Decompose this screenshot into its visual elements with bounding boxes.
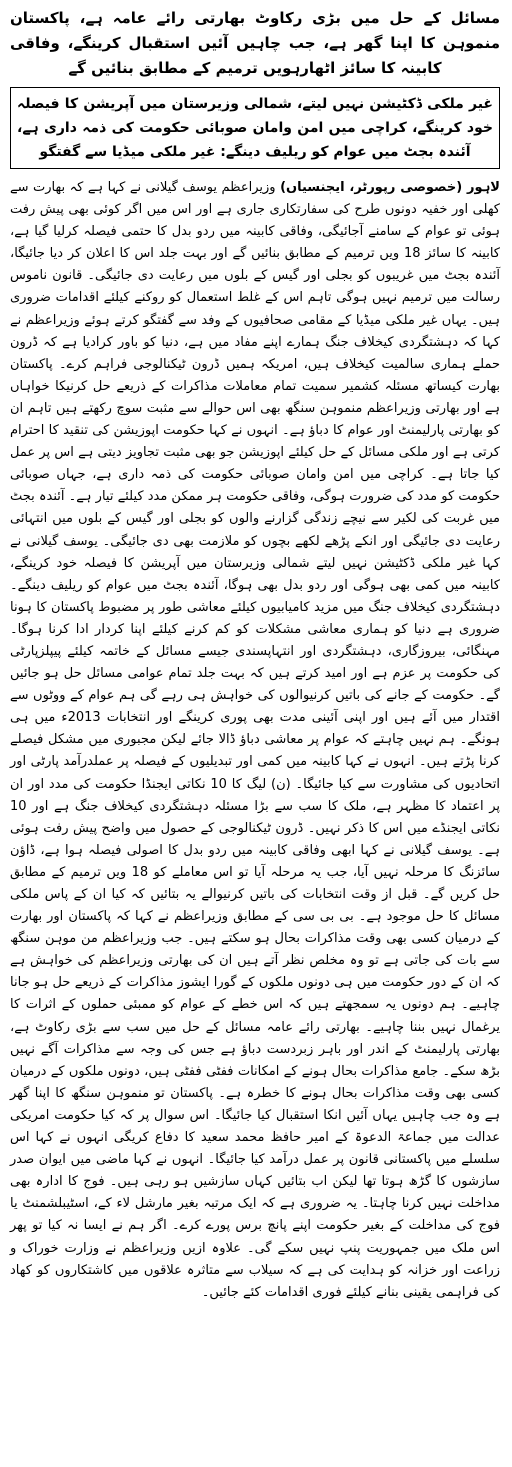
headline: مسائل کے حل میں بڑی رکاوٹ بھارتی رائے عامہ ہے، پاکستان منموہن کا اپنا گھر ہے، جب چاہیں آئیں استقبال کرینگے، وفاقی کابینہ کا سائز اٹھارہویں ترمیم کے مطابق بنائیں گے — [10, 9, 500, 77]
subheadline-box: غیر ملکی ڈکٹیشن نہیں لیتے، شمالی وزیرستان میں آپریشن کا فیصلہ خود کرینگے، کراچی میں امن وامان صوبائی حکومت کی ذمہ داری ہے، آئندہ بجٹ میں عوام کو ریلیف دینگے: غیر ملکی میڈیا سے گفتگو — [10, 87, 500, 169]
article-body-text: وزیراعظم یوسف گیلانی نے کہا ہے کہ بھارت سے کھلی اور خفیہ دونوں طرح کی سفارتکاری جاری ہے اور اس میں اگر کوئی بھی پیش رفت ہوئی تو عوام کے سامنے آجائیگی، وفاقی کابینہ میں ردو بدل کا حتمی فیصلہ کرلیا گیا ہے، کابینہ کا سائز 18 ویں ترمیم کے مطابق بنائیں گے اور بہت جلد اس کا اعلان کر دیا جائیگا، آئندہ بجٹ میں غریبوں کو بجلی اور گیس کے بلوں میں رعایت دی جائیگی۔ قانون ناموس رسالت میں ترمیم نہیں ہوگی تاہم اس کے غلط استعمال کو روکنے کیلئے اقدامات ضروری ہیں۔ یہاں غیر ملکی میڈیا کے مقامی صحافیوں کے وفد سے گفتگو کرتے ہوئے وزیراعظم نے کہا کہ دہشتگردی کیخلاف جنگ ہمارے اپنے مفاد میں ہے، دنیا کو باور کرادیا ہے کہ ڈرون حملے ہماری سالمیت کیخلاف ہیں، امریکہ ہمیں ڈرون ٹیکنالوجی فراہم کرے۔ پاکستان بھارت کیساتھ مسئلہ کشمیر سمیت تمام معاملات مذاکرات کے ذریعے حل کرنیکا خواہاں ہے اور بھارتی وزیراعظم منموہن سنگھ بھی اس حوالے سے مثبت سوچ رکھتے ہیں تاہم ان کو بھارتی پارلیمنٹ اور عوام کا دباؤ ہے۔ انہوں نے کہا حکومت اپوزیشن کی تنقید کا احترام کرتی ہے اور ملکی مسائل کے حل کیلئے اپوزیشن جو بھی مثبت تجاویز دیتی ہے اس پر عمل کیا جاتا ہے۔ کراچی میں امن وامان صوبائی حکومت کی ذمہ داری ہے، جہاں صوبائی حکومت کو مدد کی ضرورت ہوگی، وفاقی حکومت ہر ممکن مدد کیلئے تیار ہے۔ آئندہ بجٹ میں غربت کی لکیر سے نیچے زندگی گزارنے والوں کو بجلی اور گیس کے بلوں میں انتہائی رعایت دی جائیگی اور انکے پڑھے لکھے بچوں کو ملازمت بھی دی جائیگی۔ یوسف گیلانی نے کہا غیر ملکی ڈکٹیشن نہیں لیتے شمالی وزیرستان میں آپریشن کا فیصلہ خود کرینگے، کابینہ میں کمی بھی ہوگی اور ردو بدل بھی ہوگا، آئندہ بجٹ میں عوام کو ریلیف دینگے۔ دہشتگردی کیخلاف جنگ میں مزید کامیابیوں کیلئے معاشی طور پر مضبوط پاکستان کا ہونا ضروری ہے دنیا کو ہماری معاشی مشکلات کو کم کرنے کیلئے اپنا کردار ادا کرنا ہوگا۔ مہنگائی، بیروزگاری، دہشتگردی اور انتہاپسندی جیسے مسائل کے خاتمہ کیلئے پیپلزپارٹی کی حکومت پر عزم ہے اور امید کرتے ہیں کہ بہت جلد تمام عوامی مسائل حل ہو جائیں گے۔ حکومت کے جانے کی باتیں کرنیوالوں کی خواہش ہی رہے گی ہم عوام کے ووٹوں سے اقتدار میں آئے ہیں اور اپنی آئینی مدت بھی پوری کرینگے اور انتخابات 2013ء میں ہی ہونگے۔ ہم نہیں چاہتے کہ عوام پر معاشی دباؤ ڈالا جائے لیکن مجبوری میں مشکل فیصلے کرنا پڑتے ہیں۔ انہوں نے کہا کابینہ میں کمی اور تبدیلیوں کے فیصلہ پر عملدرآمد پارٹی اور اتحادیوں کی مشاورت سے کیا جائیگا۔ (ن) لیگ کا 10 نکاتی ایجنڈا حکومت کی مدد اور ان پر اعتماد کا مظہر ہے، ملک کا سب سے بڑا مسئلہ دہشتگردی کیخلاف جنگ ہے اور 10 نکاتی ایجنڈے میں اس کا ذکر نہیں۔ ڈرون ٹیکنالوجی کے حصول میں واضح پیش رفت ہوئی ہے۔ یوسف گیلانی نے کہا ابھی وفاقی کابینہ میں ردو بدل کا اصولی فیصلہ ہوا ہے، ڈاؤن سائزنگ کا مرحلہ نہیں آیا، جب یہ مرحلہ آیا تو اس معاملے کو 18 ویں ترمیم کے مطابق حل کریں گے۔ قبل از وقت انتخابات کی باتیں کرنیوالے یہ بتائیں کہ کیا ان کے پاس ملکی مسائل کا حل موجود ہے۔ بی بی سی کے مطابق وزیراعظم نے کہا کہ پاکستان اور بھارت کے درمیان کسی بھی وقت مذاکرات بحال ہو سکتے ہیں۔ جب وزیراعظم من موہن سنگھ سے بات کی جاتی ہے تو وہ مخلص نظر آتے ہیں ان کی بھارتی وزیراعظم کی خواہش ہے کہ ان کے دور حکومت میں ہی دونوں ملکوں کے گورا ایشوز مذاکرات کے ذریعے حل ہو جانا چاہیے۔ ہم دونوں یہ سمجھتے ہیں کہ اس خطے کے عوام کو ممبئی حملوں کے اثرات کا یرغمال نہیں بننا چاہیے۔ بھارتی رائے عامہ مسائل کے حل میں سب سے بڑی رکاوٹ ہے، بھارتی پارلیمنٹ کے اندر اور باہر زبردست دباؤ ہے جس کی وجہ سے مذاکرات آگے نہیں بڑھ سکے۔ جامع مذاکرات بحال ہونے کے امکانات ففٹی ففٹی ہیں، دونوں ملکوں کے درمیان کسی بھی وقت مذاکرات بحال ہونے کا خطرہ ہے۔ پاکستان تو منموہن سنگھ کا اپنا گھر ہے وہ جب چاہیں یہاں آئیں انکا استقبال کیا جائیگا۔ اس سوال پر کہ کیا حکومت امریکی عدالت میں جماعۃ الدعوۃ کے امیر حافظ محمد سعید کا دفاع کریگی انہوں نے کہا اس سلسلے میں پاکستانی قانون پر عمل درآمد کیا جائیگا۔ انہوں نے کہا ماضی میں ایوان صدر سازشوں کا گڑھ ہوتا تھا لیکن اب بتائیں کہاں سازشیں ہو رہی ہیں۔ فوج کا ادارہ بھی مداخلت نہیں کرنا چاہتا۔ یہ ضروری ہے کہ ایک مرتبہ بغیر مارشل لاء کے، اسٹیبلشمنٹ یا فوج کی مداخلت کے بغیر حکومت اپنے پانچ برس پورے کرے۔ اگر ہم نے ایسا نہ کیا تو پھر اس ملک میں جمہوریت پنپ نہیں سکے گی۔ علاوہ ازیں وزیراعظم نے وزارت خوراک و زراعت اور خزانہ کو ہدایت کی ہے کہ سیلاب سے متاثرہ علاقوں میں کاشتکاروں کو کھاد کی فراہمی یقینی بنانے کیلئے فوری اقدامات کئے جائیں۔ — [10, 180, 500, 1300]
article-body — [10, 177, 500, 1304]
dateline: لاہور (خصوصی رپورٹر، ایجنسیاں) — [280, 180, 500, 195]
